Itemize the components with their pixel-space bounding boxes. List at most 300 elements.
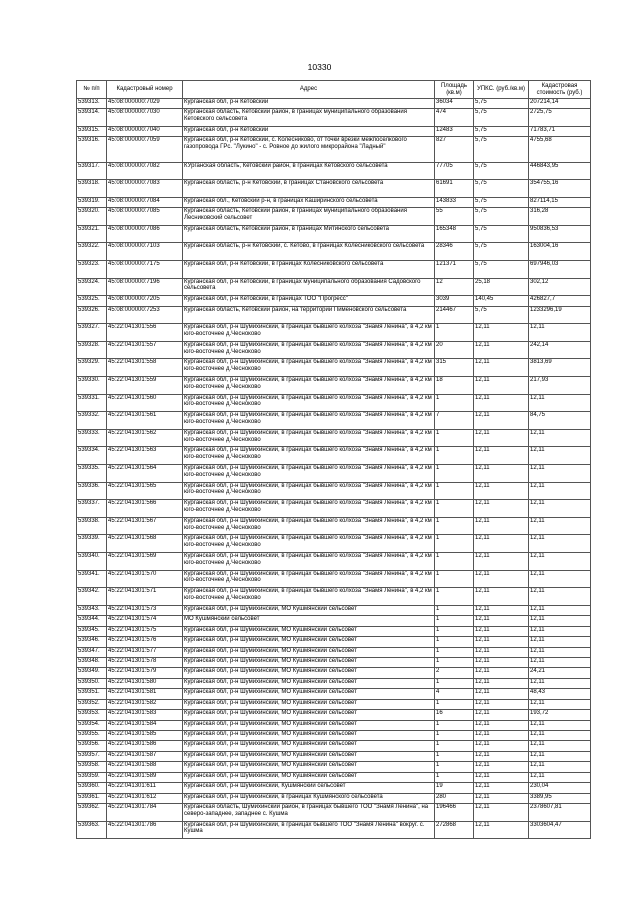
cell-cadastral-number: 45:22:041301:580: [107, 678, 183, 688]
cell-area: 1: [435, 500, 474, 518]
header-upks: УПКС. (руб./кв.м): [474, 81, 529, 99]
cell-cadastral-number: 45:22:041301:611: [107, 783, 183, 793]
cell-cadastral-value: 2725,75: [529, 109, 591, 127]
cell-cadastral-value: 230,04: [529, 783, 591, 793]
cell-address: Курганская обл, р-н Шумихинский, МО Кушмянский сельсовет: [183, 689, 435, 699]
cell-area: 7: [435, 412, 474, 430]
cell-cadastral-number: 45:22:041301:612: [107, 793, 183, 803]
cell-cadastral-value: 697946,03: [529, 261, 591, 279]
cell-area: 121371: [435, 261, 474, 279]
table-row: [77, 394, 591, 412]
cell-upks: 5,75: [474, 162, 529, 180]
cell-cadastral-value: 426827,7: [529, 296, 591, 306]
cell-upks: 12,11: [474, 605, 529, 615]
cell-area: 1: [435, 741, 474, 751]
cell-cadastral-number: 45:22:041301:566: [107, 500, 183, 518]
cell-cadastral-number: 45:08:000000:7196: [107, 278, 183, 296]
cell-cadastral-number: 45:08:000000:7059: [107, 137, 183, 162]
cell-area: 55: [435, 208, 474, 226]
cell-cadastral-value: 242,14: [529, 341, 591, 359]
cell-cadastral-value: 302,12: [529, 278, 591, 296]
cell-row-number: 539315.: [77, 127, 107, 137]
cell-row-number: 539334.: [77, 447, 107, 465]
cell-area: 1: [435, 772, 474, 782]
cell-upks: 12,11: [474, 710, 529, 720]
cell-cadastral-number: 45:08:000000:7103: [107, 243, 183, 261]
table-row: [77, 710, 591, 720]
cell-upks: 12,11: [474, 657, 529, 667]
cell-area: 1: [435, 588, 474, 606]
table-row: [77, 731, 591, 741]
cell-row-number: 539317.: [77, 162, 107, 180]
cell-address: Курганская обл, р-н Шумихинский, в границах бывшего колхоза "Знамя Ленина", в 4,2 км юго-восточнее д.Чесноково: [183, 535, 435, 553]
cell-cadastral-value: 193,72: [529, 710, 591, 720]
cell-upks: 12,11: [474, 570, 529, 588]
cell-area: 19: [435, 783, 474, 793]
cell-area: 272868: [435, 821, 474, 839]
cell-address: Курганская обл, р-н Шумихинский, МО Кушмянский сельсовет: [183, 637, 435, 647]
cell-cadastral-number: 45:22:041301:587: [107, 751, 183, 761]
cell-upks: 12,11: [474, 447, 529, 465]
cell-cadastral-value: 12,11: [529, 605, 591, 615]
cell-row-number: 539320.: [77, 208, 107, 226]
cell-row-number: 539318.: [77, 180, 107, 198]
cell-upks: 12,11: [474, 377, 529, 395]
cell-cadastral-value: 71783,71: [529, 127, 591, 137]
cell-cadastral-value: 12,11: [529, 553, 591, 571]
cell-row-number: 539345.: [77, 626, 107, 636]
cell-row-number: 539353.: [77, 710, 107, 720]
cell-area: 12: [435, 278, 474, 296]
table-row: [77, 804, 591, 822]
table-row: [77, 99, 591, 109]
table-row: [77, 751, 591, 761]
cell-area: 1: [435, 616, 474, 626]
cell-upks: 12,11: [474, 783, 529, 793]
cell-address: Курганская обл, р-н Шумихинский, в границах бывшего колхоза "Знамя Ленина", в 4,2 км юго-восточнее д.Чесноково: [183, 359, 435, 377]
cell-cadastral-value: 12,11: [529, 699, 591, 709]
cell-area: 280: [435, 793, 474, 803]
table-row: [77, 447, 591, 465]
table-row: [77, 616, 591, 626]
cell-area: 1: [435, 699, 474, 709]
cell-row-number: 539316.: [77, 137, 107, 162]
cell-row-number: 539338.: [77, 517, 107, 535]
table-row: [77, 668, 591, 678]
cell-upks: 12,11: [474, 637, 529, 647]
cell-cadastral-number: 45:22:041301:565: [107, 482, 183, 500]
cell-upks: 12,11: [474, 689, 529, 699]
table-row: [77, 783, 591, 793]
cell-cadastral-number: 45:08:000000:7083: [107, 180, 183, 198]
cell-address: Курганская обл, р-н Шумихинский, в границах бывшего колхоза "Знамя Ленина", в 4,2 км юго-восточнее д.Чесноково: [183, 377, 435, 395]
cell-row-number: 539354.: [77, 720, 107, 730]
cadastral-value-table: [76, 80, 591, 839]
cell-row-number: 539350.: [77, 678, 107, 688]
cell-upks: 12,11: [474, 394, 529, 412]
cell-cadastral-number: 45:22:041301:564: [107, 465, 183, 483]
cell-area: 28346: [435, 243, 474, 261]
cell-cadastral-value: 950836,53: [529, 225, 591, 243]
cell-area: 1: [435, 626, 474, 636]
cell-cadastral-number: 45:22:041301:583: [107, 710, 183, 720]
cell-upks: 12,11: [474, 359, 529, 377]
cell-address: Курганская обл, р-н Шумихинский, в границах бывшего колхоза "Знамя Ленина", в 4,2 км юго-восточнее д.Чесноково: [183, 341, 435, 359]
page-number: 10330: [307, 62, 332, 72]
table-row: [77, 821, 591, 839]
cell-area: 1: [435, 731, 474, 741]
cell-area: 1: [435, 447, 474, 465]
cell-address: Курганская обл, р-н Шумихинский, МО Кушмянский сельсовет: [183, 741, 435, 751]
cell-area: 1: [435, 394, 474, 412]
cell-row-number: 539342.: [77, 588, 107, 606]
cell-upks: 12,11: [474, 647, 529, 657]
cell-row-number: 539344.: [77, 616, 107, 626]
cell-row-number: 539349.: [77, 668, 107, 678]
cell-cadastral-number: 45:22:041301:586: [107, 741, 183, 751]
cell-address: Курганская обл, р-н Кетовский: [183, 127, 435, 137]
cell-cadastral-number: 45:22:041301:557: [107, 341, 183, 359]
cell-address: Курганская обл, р-н Шумихинский, МО Кушмянский сельсовет: [183, 762, 435, 772]
cell-row-number: 539348.: [77, 657, 107, 667]
cell-address: КУрганская область, Кетовский район, в границах Кетовского сельсовета: [183, 162, 435, 180]
cell-upks: 12,11: [474, 429, 529, 447]
cell-cadastral-number: 45:22:041301:579: [107, 668, 183, 678]
cell-area: 1: [435, 324, 474, 342]
cell-upks: 5,75: [474, 208, 529, 226]
cell-cadastral-value: 12,11: [529, 394, 591, 412]
cell-row-number: 539337.: [77, 500, 107, 518]
cell-upks: 12,11: [474, 616, 529, 626]
table-row: [77, 306, 591, 324]
table-row: [77, 197, 591, 207]
table-row: [77, 429, 591, 447]
cell-upks: 5,75: [474, 180, 529, 198]
cell-area: 1: [435, 647, 474, 657]
cell-address: Курганская обл, р-н Шумихинский, МО Кушмянский сельсовет: [183, 626, 435, 636]
cell-upks: 12,11: [474, 588, 529, 606]
table-row: [77, 699, 591, 709]
cell-cadastral-number: 45:22:041301:784: [107, 804, 183, 822]
header-number: № п/п: [77, 81, 107, 99]
table-header-row: [77, 81, 591, 99]
cell-row-number: 539314.: [77, 109, 107, 127]
cell-address: Курганская обл, р-н Шумихинский, в границах бывшего колхоза "Знамя Ленина", в 4,2 км юго-восточнее д.Чесноково: [183, 553, 435, 571]
cell-row-number: 539323.: [77, 261, 107, 279]
cell-upks: 5,75: [474, 261, 529, 279]
cell-upks: 12,11: [474, 324, 529, 342]
cell-cadastral-value: 3303604,47: [529, 821, 591, 839]
cell-address: Курганская обл, р-н Кетовский, в границах ТОО "Прогресс": [183, 296, 435, 306]
table-row: [77, 180, 591, 198]
cell-address: Курганская область, Кетовский район, в границах муниципального образования Лесниковский сельсовет: [183, 208, 435, 226]
cell-area: 1: [435, 553, 474, 571]
cell-cadastral-value: 217,93: [529, 377, 591, 395]
cell-address: Курганская обл, р-н Шумихинский, в границах бывшего колхоза "Знамя Ленина", в 4,2 км юго-восточнее д.Чесноково: [183, 429, 435, 447]
cell-area: 196466: [435, 804, 474, 822]
cell-area: 1: [435, 605, 474, 615]
cell-cadastral-value: 12,11: [529, 720, 591, 730]
table-row: [77, 762, 591, 772]
cell-cadastral-number: 45:08:000000:7029: [107, 99, 183, 109]
cell-cadastral-value: 163004,16: [529, 243, 591, 261]
table-row: [77, 517, 591, 535]
cell-upks: 12,11: [474, 821, 529, 839]
cell-row-number: 539357.: [77, 751, 107, 761]
table-row: [77, 647, 591, 657]
cell-area: 165348: [435, 225, 474, 243]
cell-row-number: 539351.: [77, 689, 107, 699]
cell-upks: 140,45: [474, 296, 529, 306]
cell-cadastral-value: 2378607,81: [529, 804, 591, 822]
table-row: [77, 535, 591, 553]
cell-upks: 25,18: [474, 278, 529, 296]
cell-upks: 12,11: [474, 762, 529, 772]
cell-cadastral-number: 45:22:041301:574: [107, 616, 183, 626]
table-row: [77, 296, 591, 306]
cell-row-number: 539313.: [77, 99, 107, 109]
cell-address: Курганская обл, р-н Кетовский, с. Колесниково, от точки врезки межпоселкового газопровода ГРс. "Лукино" - с. Ровное до жилого микрорайона "Ладный": [183, 137, 435, 162]
header-area: Площадь (кв.м): [435, 81, 474, 99]
cell-area: 12483: [435, 127, 474, 137]
cell-cadastral-value: 48,43: [529, 689, 591, 699]
cell-address: МО Кушмянский сельсовет: [183, 616, 435, 626]
cell-area: 1: [435, 751, 474, 761]
cell-cadastral-value: 3389,95: [529, 793, 591, 803]
header-cadastral-value: Кадастровая стоимость (руб.): [529, 81, 591, 99]
cell-cadastral-value: 12,11: [529, 465, 591, 483]
cell-upks: 12,11: [474, 741, 529, 751]
cell-row-number: 539346.: [77, 637, 107, 647]
cell-area: 827: [435, 137, 474, 162]
cell-upks: 12,11: [474, 793, 529, 803]
table-row: [77, 412, 591, 430]
cell-area: 1: [435, 720, 474, 730]
cell-cadastral-number: 45:22:041301:573: [107, 605, 183, 615]
cell-area: 214467: [435, 306, 474, 324]
cell-address: Курганская обл, р-н Шумихинский, МО Кушмянский сельсовет: [183, 751, 435, 761]
cell-upks: 12,11: [474, 720, 529, 730]
cell-address: Курганская область, р-н Кетовский, с. Кетово, в границах Колесниковского сельсовета: [183, 243, 435, 261]
cell-address: Курганская область, Кетовский район, в границах муниципального образования Кетовского сельсовета: [183, 109, 435, 127]
cell-cadastral-value: 12,11: [529, 762, 591, 772]
cell-cadastral-number: 45:08:000000:7086: [107, 225, 183, 243]
cell-cadastral-number: 45:22:041301:569: [107, 553, 183, 571]
cell-area: 61691: [435, 180, 474, 198]
cell-address: Курганская обл, р-н Шумихинский, МО Кушмянский сельсовет: [183, 678, 435, 688]
cell-upks: 12,11: [474, 804, 529, 822]
table-row: [77, 570, 591, 588]
cell-row-number: 539352.: [77, 699, 107, 709]
cell-address: Курганская обл, р-н Шумихинский, в границах бывшего колхоза "Знамя Ленина", в 4,2 км юго-восточнее д.Чесноково: [183, 394, 435, 412]
cell-address: Курганская обл, р-н Шумихинский, в границах бывшего колхоза "Знамя Ленина", в 4,2 км юго-восточнее д.Чесноково: [183, 570, 435, 588]
cell-area: 36034: [435, 99, 474, 109]
cell-cadastral-value: 827114,15: [529, 197, 591, 207]
cell-area: 1: [435, 570, 474, 588]
cell-cadastral-value: 207214,14: [529, 99, 591, 109]
cell-upks: 5,75: [474, 127, 529, 137]
cell-area: 3039: [435, 296, 474, 306]
cell-cadastral-value: 446843,95: [529, 162, 591, 180]
cell-cadastral-value: 12,11: [529, 588, 591, 606]
cell-cadastral-number: 45:22:041301:570: [107, 570, 183, 588]
table-row: [77, 137, 591, 162]
cell-row-number: 539343.: [77, 605, 107, 615]
cell-cadastral-number: 45:22:041301:575: [107, 626, 183, 636]
cell-cadastral-number: 45:22:041301:582: [107, 699, 183, 709]
cell-cadastral-number: 45:22:041301:561: [107, 412, 183, 430]
cell-address: Курганская область, Кетовский район, в границах Митинского сельсовета: [183, 225, 435, 243]
cell-area: 143833: [435, 197, 474, 207]
cell-upks: 12,11: [474, 341, 529, 359]
cell-upks: 12,11: [474, 699, 529, 709]
cell-cadastral-value: 12,11: [529, 535, 591, 553]
cell-cadastral-value: 12,11: [529, 429, 591, 447]
cell-address: Курганская область, р-н Кетовский, в границах Становского сельсовета: [183, 180, 435, 198]
table-row: [77, 689, 591, 699]
cell-upks: 12,11: [474, 412, 529, 430]
table-row: [77, 657, 591, 667]
table-row: [77, 637, 591, 647]
table-row: [77, 678, 591, 688]
cell-cadastral-value: 1233296,19: [529, 306, 591, 324]
cell-address: Курганская обл, р-н Шумихинский, в границах бывшего колхоза "Знамя Ленина", в 4,2 км юго-восточнее д.Чесноково: [183, 500, 435, 518]
cell-upks: 5,75: [474, 137, 529, 162]
cell-upks: 12,11: [474, 535, 529, 553]
table-row: [77, 127, 591, 137]
cell-row-number: 539362.: [77, 804, 107, 822]
cell-row-number: 539356.: [77, 741, 107, 751]
cell-cadastral-value: 12,11: [529, 647, 591, 657]
table-row: [77, 553, 591, 571]
cell-row-number: 539332.: [77, 412, 107, 430]
cell-cadastral-number: 45:08:000000:7205: [107, 296, 183, 306]
cell-upks: 12,11: [474, 626, 529, 636]
cell-upks: 12,11: [474, 772, 529, 782]
cell-upks: 12,11: [474, 731, 529, 741]
cell-address: Курганская обл, р-н Шумихинский, МО Кушмянский сельсовет: [183, 720, 435, 730]
cell-cadastral-number: 45:22:041301:585: [107, 731, 183, 741]
cell-cadastral-value: 12,11: [529, 616, 591, 626]
cell-row-number: 539330.: [77, 377, 107, 395]
cell-area: 20: [435, 341, 474, 359]
cell-upks: 12,11: [474, 465, 529, 483]
cell-cadastral-value: 12,11: [529, 482, 591, 500]
cell-area: 1: [435, 678, 474, 688]
table-row: [77, 109, 591, 127]
cell-upks: 5,75: [474, 197, 529, 207]
cell-cadastral-number: 45:22:041301:562: [107, 429, 183, 447]
cell-cadastral-value: 4755,68: [529, 137, 591, 162]
cell-cadastral-value: 12,11: [529, 324, 591, 342]
cell-address: Курганская обл, р-н Шумихинский, МО Кушмянский сельсовет: [183, 699, 435, 709]
cell-address: Курганская область, Шумихинский район, в границах бывшего ТОО "Знамя Ленина", на северо-западнее, западнее с. Кушма: [183, 804, 435, 822]
cell-row-number: 539327.: [77, 324, 107, 342]
cell-cadastral-value: 12,11: [529, 626, 591, 636]
table-row: [77, 720, 591, 730]
cell-address: Курганская обл, р-н Шумихинский, МО Кушмянский сельсовет: [183, 647, 435, 657]
cell-cadastral-number: 45:08:000000:7040: [107, 127, 183, 137]
cell-address: Курганская обл., Кетовский р-н, в границах Каширинского сельсовета: [183, 197, 435, 207]
header-cadastral-number: Кадастровый номер: [107, 81, 183, 99]
cell-cadastral-number: 45:22:041301:578: [107, 657, 183, 667]
table-row: [77, 341, 591, 359]
table-row: [77, 793, 591, 803]
cell-area: 77705: [435, 162, 474, 180]
cell-address: Курганская обл, р-н Шумихинский, в границах бывшего колхоза "Знамя Ленина", в 4,2 км юго-восточнее д.Чесноково: [183, 412, 435, 430]
cell-address: Курганская обл, р-н Шумихинский, в границах бывшего колхоза "Знамя Ленина", в 4,2 км юго-восточнее д.Чесноково: [183, 517, 435, 535]
cell-row-number: 539339.: [77, 535, 107, 553]
cell-cadastral-number: 45:22:041301:571: [107, 588, 183, 606]
cell-cadastral-value: 12,11: [529, 570, 591, 588]
cell-cadastral-number: 45:22:041301:567: [107, 517, 183, 535]
cell-area: 16: [435, 710, 474, 720]
cell-row-number: 539358.: [77, 762, 107, 772]
cell-cadastral-value: 12,11: [529, 741, 591, 751]
cell-row-number: 539328.: [77, 341, 107, 359]
cell-cadastral-number: 45:08:000000:7085: [107, 208, 183, 226]
cell-cadastral-number: 45:22:041301:563: [107, 447, 183, 465]
cell-address: Курганская обл, р-н Шумихинский, в границах Кушмянского сельсовета: [183, 793, 435, 803]
cell-area: 1: [435, 429, 474, 447]
cell-upks: 5,75: [474, 99, 529, 109]
cell-upks: 12,11: [474, 751, 529, 761]
table-row: [77, 605, 591, 615]
cell-address: Курганская обл, р-н Шумихинский, МО Кушмянский сельсовет: [183, 710, 435, 720]
table-row: [77, 482, 591, 500]
cell-row-number: 539329.: [77, 359, 107, 377]
cell-row-number: 539319.: [77, 197, 107, 207]
cell-cadastral-number: 45:22:041301:786: [107, 821, 183, 839]
cell-cadastral-value: 12,11: [529, 751, 591, 761]
cell-cadastral-number: 45:08:000000:7253: [107, 306, 183, 324]
table-row: [77, 500, 591, 518]
cell-row-number: 539360.: [77, 783, 107, 793]
cell-area: 1: [435, 657, 474, 667]
cell-cadastral-number: 45:22:041301:558: [107, 359, 183, 377]
cell-address: Курганская обл, р-н Шумихинский, в границах бывшего колхоза "Знамя Ленина", в 4,2 км юго-восточнее д.Чесноково: [183, 447, 435, 465]
cell-area: 1: [435, 482, 474, 500]
table-row: [77, 772, 591, 782]
table-row: [77, 243, 591, 261]
cell-address: Курганская обл, р-н Кетовский: [183, 99, 435, 109]
cell-cadastral-value: 12,11: [529, 678, 591, 688]
cell-row-number: 539321.: [77, 225, 107, 243]
cell-address: Курганская обл, р-н Шумихинский, в границах бывшего колхоза "Знамя Ленина", в 4,2 км юго-восточнее д.Чесноково: [183, 588, 435, 606]
table-row: [77, 588, 591, 606]
cell-cadastral-value: 12,11: [529, 500, 591, 518]
cell-row-number: 539359.: [77, 772, 107, 782]
cell-row-number: 539325.: [77, 296, 107, 306]
cell-cadastral-number: 45:22:041301:559: [107, 377, 183, 395]
cell-address: Курганская обл, р-н Кетовский, в границах муниципального образования Садовского сельсовета: [183, 278, 435, 296]
cell-cadastral-value: 12,11: [529, 447, 591, 465]
cell-cadastral-value: 12,11: [529, 517, 591, 535]
cell-cadastral-number: 45:08:000000:7175: [107, 261, 183, 279]
table-row: [77, 359, 591, 377]
cell-cadastral-number: 45:22:041301:584: [107, 720, 183, 730]
cell-upks: 12,11: [474, 500, 529, 518]
table-row: [77, 377, 591, 395]
table-row: [77, 465, 591, 483]
cell-address: Курганская обл, р-н Шумихинский, МО Кушмянский сельсовет: [183, 668, 435, 678]
cell-cadastral-number: 45:22:041301:577: [107, 647, 183, 657]
cell-address: Курганская обл, р-н Шумихинский, в границах бывшего колхоза "Знамя Ленина", в 4,2 км юго-восточнее д.Чесноково: [183, 324, 435, 342]
cell-row-number: 539363.: [77, 821, 107, 839]
cell-address: Курганская обл, р-н Шумихинский, МО Кушмянский сельсовет: [183, 657, 435, 667]
cell-cadastral-number: 45:22:041301:589: [107, 772, 183, 782]
cell-area: 315: [435, 359, 474, 377]
